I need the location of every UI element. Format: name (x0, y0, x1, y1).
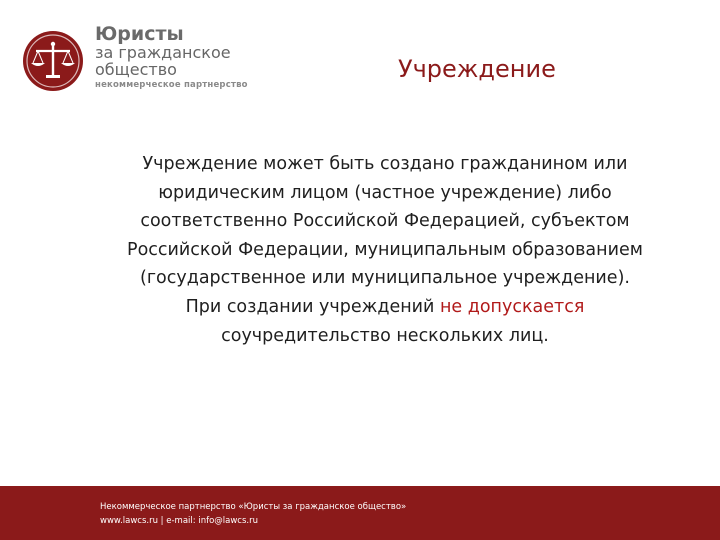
slide-title: Учреждение (398, 55, 556, 83)
body-paragraph-1: Учреждение может быть создано гражданином или юридическим лицом (частное учреждение) либо соответственно Российской Федерацией, субъектом Российской Федерации, муниципальным образованием (государственное или муниципальное учреждение). (127, 154, 643, 289)
paragraph-2-lead: При создании учреждений (185, 296, 440, 317)
logo-subtitle: некоммерческое партнерство (95, 80, 248, 90)
scales-of-justice-icon (22, 30, 84, 92)
logo-title-line3: общество (95, 60, 177, 79)
organization-logo (22, 24, 272, 94)
highlighted-phrase: не допускается (439, 296, 585, 317)
slide-body (100, 150, 670, 350)
logo-title-line1: Юристы (95, 23, 184, 45)
logo-title-line2: за гражданское (95, 43, 231, 62)
footer-organization: Некоммерческое партнерство «Юристы за гражданское общество» (100, 502, 407, 512)
body-paragraph-2 (100, 293, 670, 350)
paragraph-2-tail: соучредительство нескольких лиц. (221, 325, 549, 346)
footer-bar (0, 486, 720, 540)
footer-contacts: www.lawcs.ru | e-mail: info@lawcs.ru (100, 516, 258, 526)
